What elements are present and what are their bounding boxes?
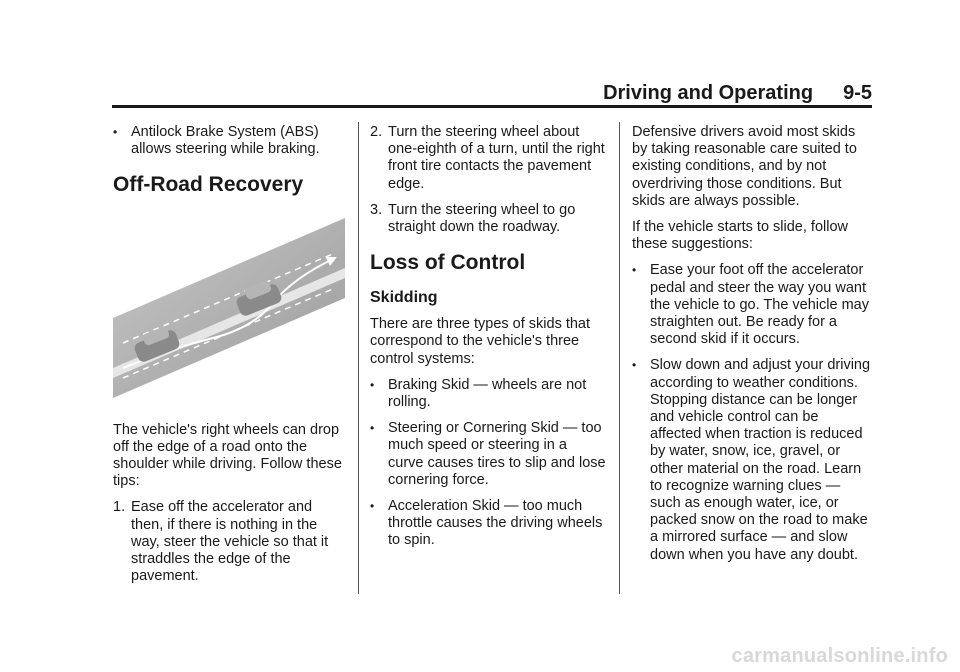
bullet-text: Slow down and adjust your driving according to weather conditions. Stopping distance can be longer and vehicle control can be affected when traction is reduced by water, snow, ice, gravel, or other material on the road. Learn to recognize warning clues — such as enough water, ice, or packed snow on the road to make a mirrored surface — and slow down when you have any doubt. <box>650 357 871 563</box>
column-3 <box>632 124 872 573</box>
numbered-step <box>370 202 606 236</box>
bullet-item <box>632 262 872 348</box>
paragraph: If the vehicle starts to slide, follow these suggestions: <box>632 219 848 253</box>
bullet-icon: • <box>370 499 375 514</box>
bullet-icon: • <box>632 358 637 373</box>
header-rule <box>112 105 872 108</box>
step-number: 1. <box>113 499 126 516</box>
paragraph: Defensive drivers avoid most skids by taking reasonable care suited to existing conditions, and by not overdriving those conditions. But skids are always possible. <box>632 124 857 209</box>
bullet-item <box>370 498 606 550</box>
bullet-item <box>370 377 606 411</box>
step-number: 2. <box>370 124 383 140</box>
bullet-icon: • <box>113 125 118 139</box>
bullet-text: Braking Skid — wheels are not rolling. <box>388 376 587 411</box>
numbered-step <box>370 124 606 193</box>
bullet-text: Antilock Brake System (ABS) allows steering while braking. <box>131 124 320 158</box>
bullet-item <box>632 357 872 563</box>
page-number: 9-5 <box>843 82 872 104</box>
step-text: Ease off the accelerator and then, if there is nothing in the way, steer the vehicle so that it straddles the edge of the pavement. <box>131 499 329 585</box>
column-1 <box>113 124 345 594</box>
paragraph: The vehicle's right wheels can drop off the edge of a road onto the shoulder while driving. Follow these tips: <box>113 421 342 490</box>
watermark: carmanualsonline.info <box>731 645 948 667</box>
section-heading: Loss of Control <box>370 251 526 275</box>
paragraph: There are three types of skids that correspond to the vehicle's three control systems: <box>370 316 591 367</box>
section-heading: Off-Road Recovery <box>113 173 304 197</box>
bullet-icon: • <box>632 263 637 278</box>
bullet-item <box>370 420 606 489</box>
section-title: Driving and Operating <box>603 82 814 104</box>
column-divider-2 <box>619 122 620 594</box>
bullet-text: Acceleration Skid — too much throttle causes the driving wheels to spin. <box>388 498 603 549</box>
numbered-step <box>113 499 345 585</box>
step-text: Turn the steering wheel about one-eighth of a turn, until the right front tire contacts the pavement edge. <box>388 124 605 192</box>
page-header <box>603 82 872 105</box>
bullet-text: Steering or Cornering Skid — too much speed or steering in a curve causes tires to slip and lose cornering force. <box>388 420 606 488</box>
subsection-heading: Skidding <box>370 289 438 307</box>
step-number: 3. <box>370 201 383 218</box>
off-road-recovery-illustration <box>113 218 345 398</box>
bullet-item <box>113 124 345 158</box>
bullet-icon: • <box>370 421 375 436</box>
bullet-icon: • <box>370 377 375 392</box>
column-divider-1 <box>358 122 359 594</box>
bullet-text: Ease your foot off the accelerator pedal and steer the way you want the vehicle to go. The vehicle may straighten out. Be ready for a second skid if it occurs. <box>650 262 869 348</box>
step-text: Turn the steering wheel to go straight down the roadway. <box>388 201 576 236</box>
column-2 <box>370 124 606 559</box>
